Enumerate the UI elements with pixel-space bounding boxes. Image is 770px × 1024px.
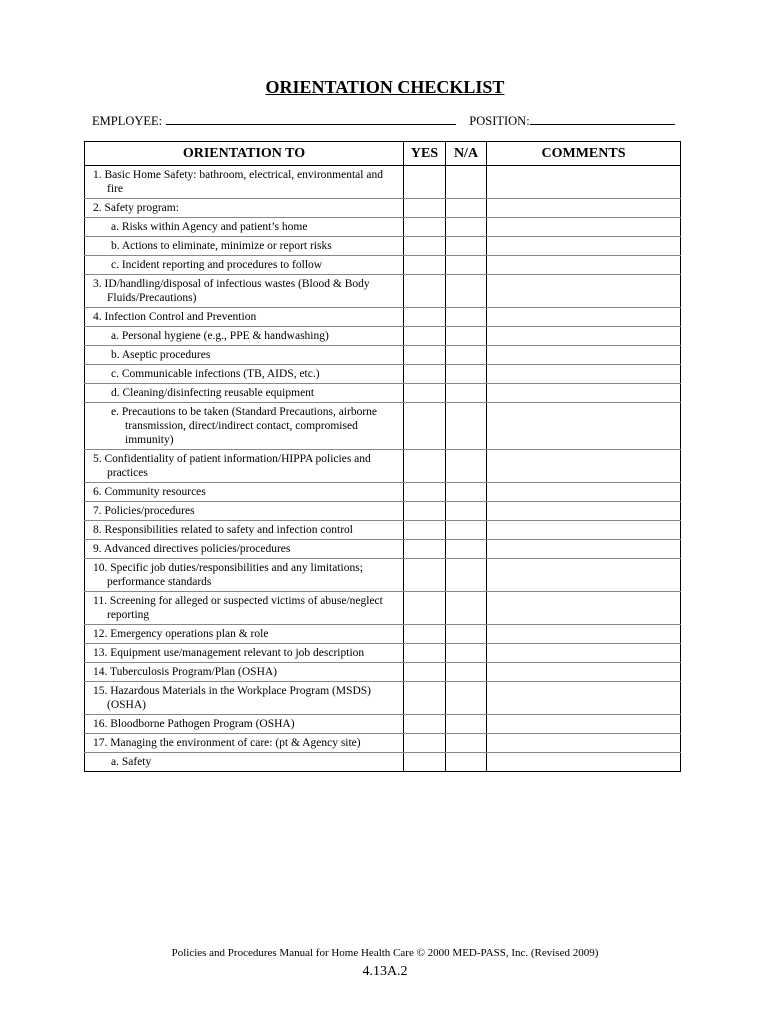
header-comments: COMMENTS bbox=[487, 142, 681, 166]
yes-cell[interactable] bbox=[404, 256, 446, 275]
yes-cell[interactable] bbox=[404, 502, 446, 521]
table-row bbox=[85, 734, 681, 753]
yes-cell[interactable] bbox=[404, 625, 446, 644]
checklist-item-label: a. Personal hygiene (e.g., PPE & handwashing) bbox=[111, 330, 329, 342]
checklist-item bbox=[85, 256, 404, 275]
na-cell[interactable] bbox=[446, 365, 487, 384]
table-row bbox=[85, 327, 681, 346]
comments-cell[interactable] bbox=[487, 521, 681, 540]
na-cell[interactable] bbox=[446, 663, 487, 682]
header-yes: YES bbox=[404, 142, 446, 166]
checklist-item-label: b. Actions to eliminate, minimize or report risks bbox=[111, 240, 332, 252]
na-cell[interactable] bbox=[446, 483, 487, 502]
na-cell[interactable] bbox=[446, 308, 487, 327]
table-row bbox=[85, 663, 681, 682]
na-cell[interactable] bbox=[446, 753, 487, 772]
checklist-item-label: 8. Responsibilities related to safety and infection control bbox=[93, 524, 353, 536]
checklist-item-label: 13. Equipment use/management relevant to job description bbox=[93, 647, 365, 659]
yes-cell[interactable] bbox=[404, 308, 446, 327]
na-cell[interactable] bbox=[446, 450, 487, 483]
checklist-item-label: 1. Basic Home Safety: bathroom, electrical, environmental and fire bbox=[93, 169, 383, 195]
na-cell[interactable] bbox=[446, 502, 487, 521]
na-cell[interactable] bbox=[446, 682, 487, 715]
checklist-item bbox=[85, 327, 404, 346]
table-row bbox=[85, 625, 681, 644]
comments-cell[interactable] bbox=[487, 365, 681, 384]
checklist-item bbox=[85, 559, 404, 592]
na-cell[interactable] bbox=[446, 521, 487, 540]
comments-cell[interactable] bbox=[487, 753, 681, 772]
yes-cell[interactable] bbox=[404, 592, 446, 625]
checklist-item bbox=[85, 663, 404, 682]
checklist-item-label: 10. Specific job duties/responsibilities and any limitations; performance standards bbox=[93, 562, 363, 588]
table-row bbox=[85, 592, 681, 625]
checklist-item bbox=[85, 625, 404, 644]
footer-text: Policies and Procedures Manual for Home Health Care © 2000 MED-PASS, Inc. (Revised 2009) bbox=[171, 947, 599, 959]
table-row bbox=[85, 166, 681, 199]
table-row bbox=[85, 559, 681, 592]
checklist-item bbox=[85, 644, 404, 663]
checklist-item bbox=[85, 237, 404, 256]
checklist-item-label: 14. Tuberculosis Program/Plan (OSHA) bbox=[93, 666, 278, 678]
yes-cell[interactable] bbox=[404, 450, 446, 483]
checklist-item-label: 16. Bloodborne Pathogen Program (OSHA) bbox=[93, 718, 295, 730]
table-header-row bbox=[85, 142, 681, 166]
comments-cell[interactable] bbox=[487, 540, 681, 559]
checklist-item-label: a. Safety bbox=[111, 756, 152, 768]
table-row bbox=[85, 644, 681, 663]
na-cell[interactable] bbox=[446, 559, 487, 592]
checklist-item bbox=[85, 540, 404, 559]
comments-cell[interactable] bbox=[487, 403, 681, 450]
header-na: N/A bbox=[446, 142, 487, 166]
table-row bbox=[85, 346, 681, 365]
table-row bbox=[85, 199, 681, 218]
na-cell[interactable] bbox=[446, 346, 487, 365]
yes-cell[interactable] bbox=[404, 199, 446, 218]
table-row bbox=[85, 753, 681, 772]
yes-cell[interactable] bbox=[404, 715, 446, 734]
yes-cell[interactable] bbox=[404, 403, 446, 450]
na-cell[interactable] bbox=[446, 540, 487, 559]
comments-cell[interactable] bbox=[487, 734, 681, 753]
comments-cell[interactable] bbox=[487, 308, 681, 327]
checklist-item bbox=[85, 592, 404, 625]
comments-cell[interactable] bbox=[487, 663, 681, 682]
position-label: POSITION: bbox=[469, 114, 530, 128]
table-row bbox=[85, 384, 681, 403]
table-row bbox=[85, 237, 681, 256]
table-row bbox=[85, 502, 681, 521]
position-field[interactable] bbox=[530, 112, 675, 125]
employee-field[interactable] bbox=[166, 112, 456, 125]
na-cell[interactable] bbox=[446, 403, 487, 450]
na-cell[interactable] bbox=[446, 218, 487, 237]
checklist-item bbox=[85, 502, 404, 521]
checklist-item-label: 15. Hazardous Materials in the Workplace Program (MSDS) (OSHA) bbox=[93, 685, 371, 711]
checklist-item bbox=[85, 199, 404, 218]
na-cell[interactable] bbox=[446, 199, 487, 218]
yes-cell[interactable] bbox=[404, 663, 446, 682]
yes-cell[interactable] bbox=[404, 166, 446, 199]
checklist-item bbox=[85, 715, 404, 734]
orientation-table bbox=[84, 141, 681, 772]
comments-cell[interactable] bbox=[487, 715, 681, 734]
table-row bbox=[85, 715, 681, 734]
comments-cell[interactable] bbox=[487, 199, 681, 218]
yes-cell[interactable] bbox=[404, 559, 446, 592]
table-row bbox=[85, 483, 681, 502]
comments-cell[interactable] bbox=[487, 384, 681, 403]
checklist-item-label: 11. Screening for alleged or suspected victims of abuse/neglect reporting bbox=[93, 595, 383, 621]
checklist-item bbox=[85, 734, 404, 753]
na-cell[interactable] bbox=[446, 644, 487, 663]
comments-cell[interactable] bbox=[487, 559, 681, 592]
checklist-item bbox=[85, 483, 404, 502]
comments-cell[interactable] bbox=[487, 502, 681, 521]
checklist-item bbox=[85, 308, 404, 327]
checklist-item-label: a. Risks within Agency and patient’s home bbox=[111, 221, 308, 233]
checklist-item-label: 9. Advanced directives policies/procedures bbox=[93, 543, 291, 555]
table-row bbox=[85, 275, 681, 308]
yes-cell[interactable] bbox=[404, 275, 446, 308]
comments-cell[interactable] bbox=[487, 682, 681, 715]
employee-label: EMPLOYEE: bbox=[92, 114, 163, 128]
table-row bbox=[85, 682, 681, 715]
checklist-item bbox=[85, 275, 404, 308]
yes-cell[interactable] bbox=[404, 682, 446, 715]
na-cell[interactable] bbox=[446, 237, 487, 256]
checklist-item-label: d. Cleaning/disinfecting reusable equipment bbox=[111, 387, 315, 399]
checklist-item-label: 7. Policies/procedures bbox=[93, 505, 195, 517]
yes-cell[interactable] bbox=[404, 483, 446, 502]
table-row bbox=[85, 218, 681, 237]
comments-cell[interactable] bbox=[487, 644, 681, 663]
checklist-item-label: 5. Confidentiality of patient information/HIPPA policies and practices bbox=[93, 453, 371, 479]
checklist-item-label: 17. Managing the environment of care: (pt & Agency site) bbox=[93, 737, 361, 749]
yes-cell[interactable] bbox=[404, 521, 446, 540]
checklist-item bbox=[85, 384, 404, 403]
yes-cell[interactable] bbox=[404, 346, 446, 365]
checklist-item-label: b. Aseptic procedures bbox=[111, 349, 211, 361]
na-cell[interactable] bbox=[446, 275, 487, 308]
checklist-item-label: 3. ID/handling/disposal of infectious wastes (Blood & Body Fluids/Precautions) bbox=[93, 278, 370, 304]
comments-cell[interactable] bbox=[487, 346, 681, 365]
table-row bbox=[85, 256, 681, 275]
checklist-item-label: 12. Emergency operations plan & role bbox=[93, 628, 269, 640]
table-row bbox=[85, 308, 681, 327]
checklist-item-label: 2. Safety program: bbox=[93, 202, 179, 214]
na-cell[interactable] bbox=[446, 256, 487, 275]
yes-cell[interactable] bbox=[404, 753, 446, 772]
checklist-item bbox=[85, 218, 404, 237]
checklist-item bbox=[85, 682, 404, 715]
checklist-item bbox=[85, 365, 404, 384]
comments-cell[interactable] bbox=[487, 166, 681, 199]
na-cell[interactable] bbox=[446, 715, 487, 734]
na-cell[interactable] bbox=[446, 166, 487, 199]
checklist-item-label: 6. Community resources bbox=[93, 486, 206, 498]
page-title: ORIENTATION CHECKLIST bbox=[265, 77, 505, 97]
checklist-item bbox=[85, 450, 404, 483]
checklist-item bbox=[85, 346, 404, 365]
table-row bbox=[85, 540, 681, 559]
comments-cell[interactable] bbox=[487, 450, 681, 483]
checklist-item bbox=[85, 166, 404, 199]
table-row bbox=[85, 521, 681, 540]
checklist-item-label: c. Communicable infections (TB, AIDS, etc.) bbox=[111, 368, 320, 380]
yes-cell[interactable] bbox=[404, 218, 446, 237]
yes-cell[interactable] bbox=[404, 644, 446, 663]
na-cell[interactable] bbox=[446, 384, 487, 403]
comments-cell[interactable] bbox=[487, 483, 681, 502]
yes-cell[interactable] bbox=[404, 365, 446, 384]
comments-cell[interactable] bbox=[487, 327, 681, 346]
na-cell[interactable] bbox=[446, 592, 487, 625]
na-cell[interactable] bbox=[446, 327, 487, 346]
yes-cell[interactable] bbox=[404, 327, 446, 346]
table-row bbox=[85, 365, 681, 384]
employee-position-line bbox=[92, 112, 675, 129]
header-orientation-to: ORIENTATION TO bbox=[85, 142, 404, 166]
comments-cell[interactable] bbox=[487, 256, 681, 275]
comments-cell[interactable] bbox=[487, 218, 681, 237]
comments-cell[interactable] bbox=[487, 275, 681, 308]
yes-cell[interactable] bbox=[404, 384, 446, 403]
comments-cell[interactable] bbox=[487, 237, 681, 256]
comments-cell[interactable] bbox=[487, 625, 681, 644]
table-row bbox=[85, 403, 681, 450]
checklist-item bbox=[85, 753, 404, 772]
checklist-item-label: e. Precautions to be taken (Standard Precautions, airborne transmission, direct/indirect contact, compromised immunity) bbox=[111, 406, 378, 446]
checklist-item bbox=[85, 521, 404, 540]
na-cell[interactable] bbox=[446, 625, 487, 644]
comments-cell[interactable] bbox=[487, 592, 681, 625]
page-number: 4.13A.2 bbox=[362, 964, 408, 979]
na-cell[interactable] bbox=[446, 734, 487, 753]
yes-cell[interactable] bbox=[404, 734, 446, 753]
table-row bbox=[85, 450, 681, 483]
checklist-item-label: c. Incident reporting and procedures to follow bbox=[111, 259, 323, 271]
yes-cell[interactable] bbox=[404, 540, 446, 559]
yes-cell[interactable] bbox=[404, 237, 446, 256]
checklist-item bbox=[85, 403, 404, 450]
checklist-item-label: 4. Infection Control and Prevention bbox=[93, 311, 257, 323]
